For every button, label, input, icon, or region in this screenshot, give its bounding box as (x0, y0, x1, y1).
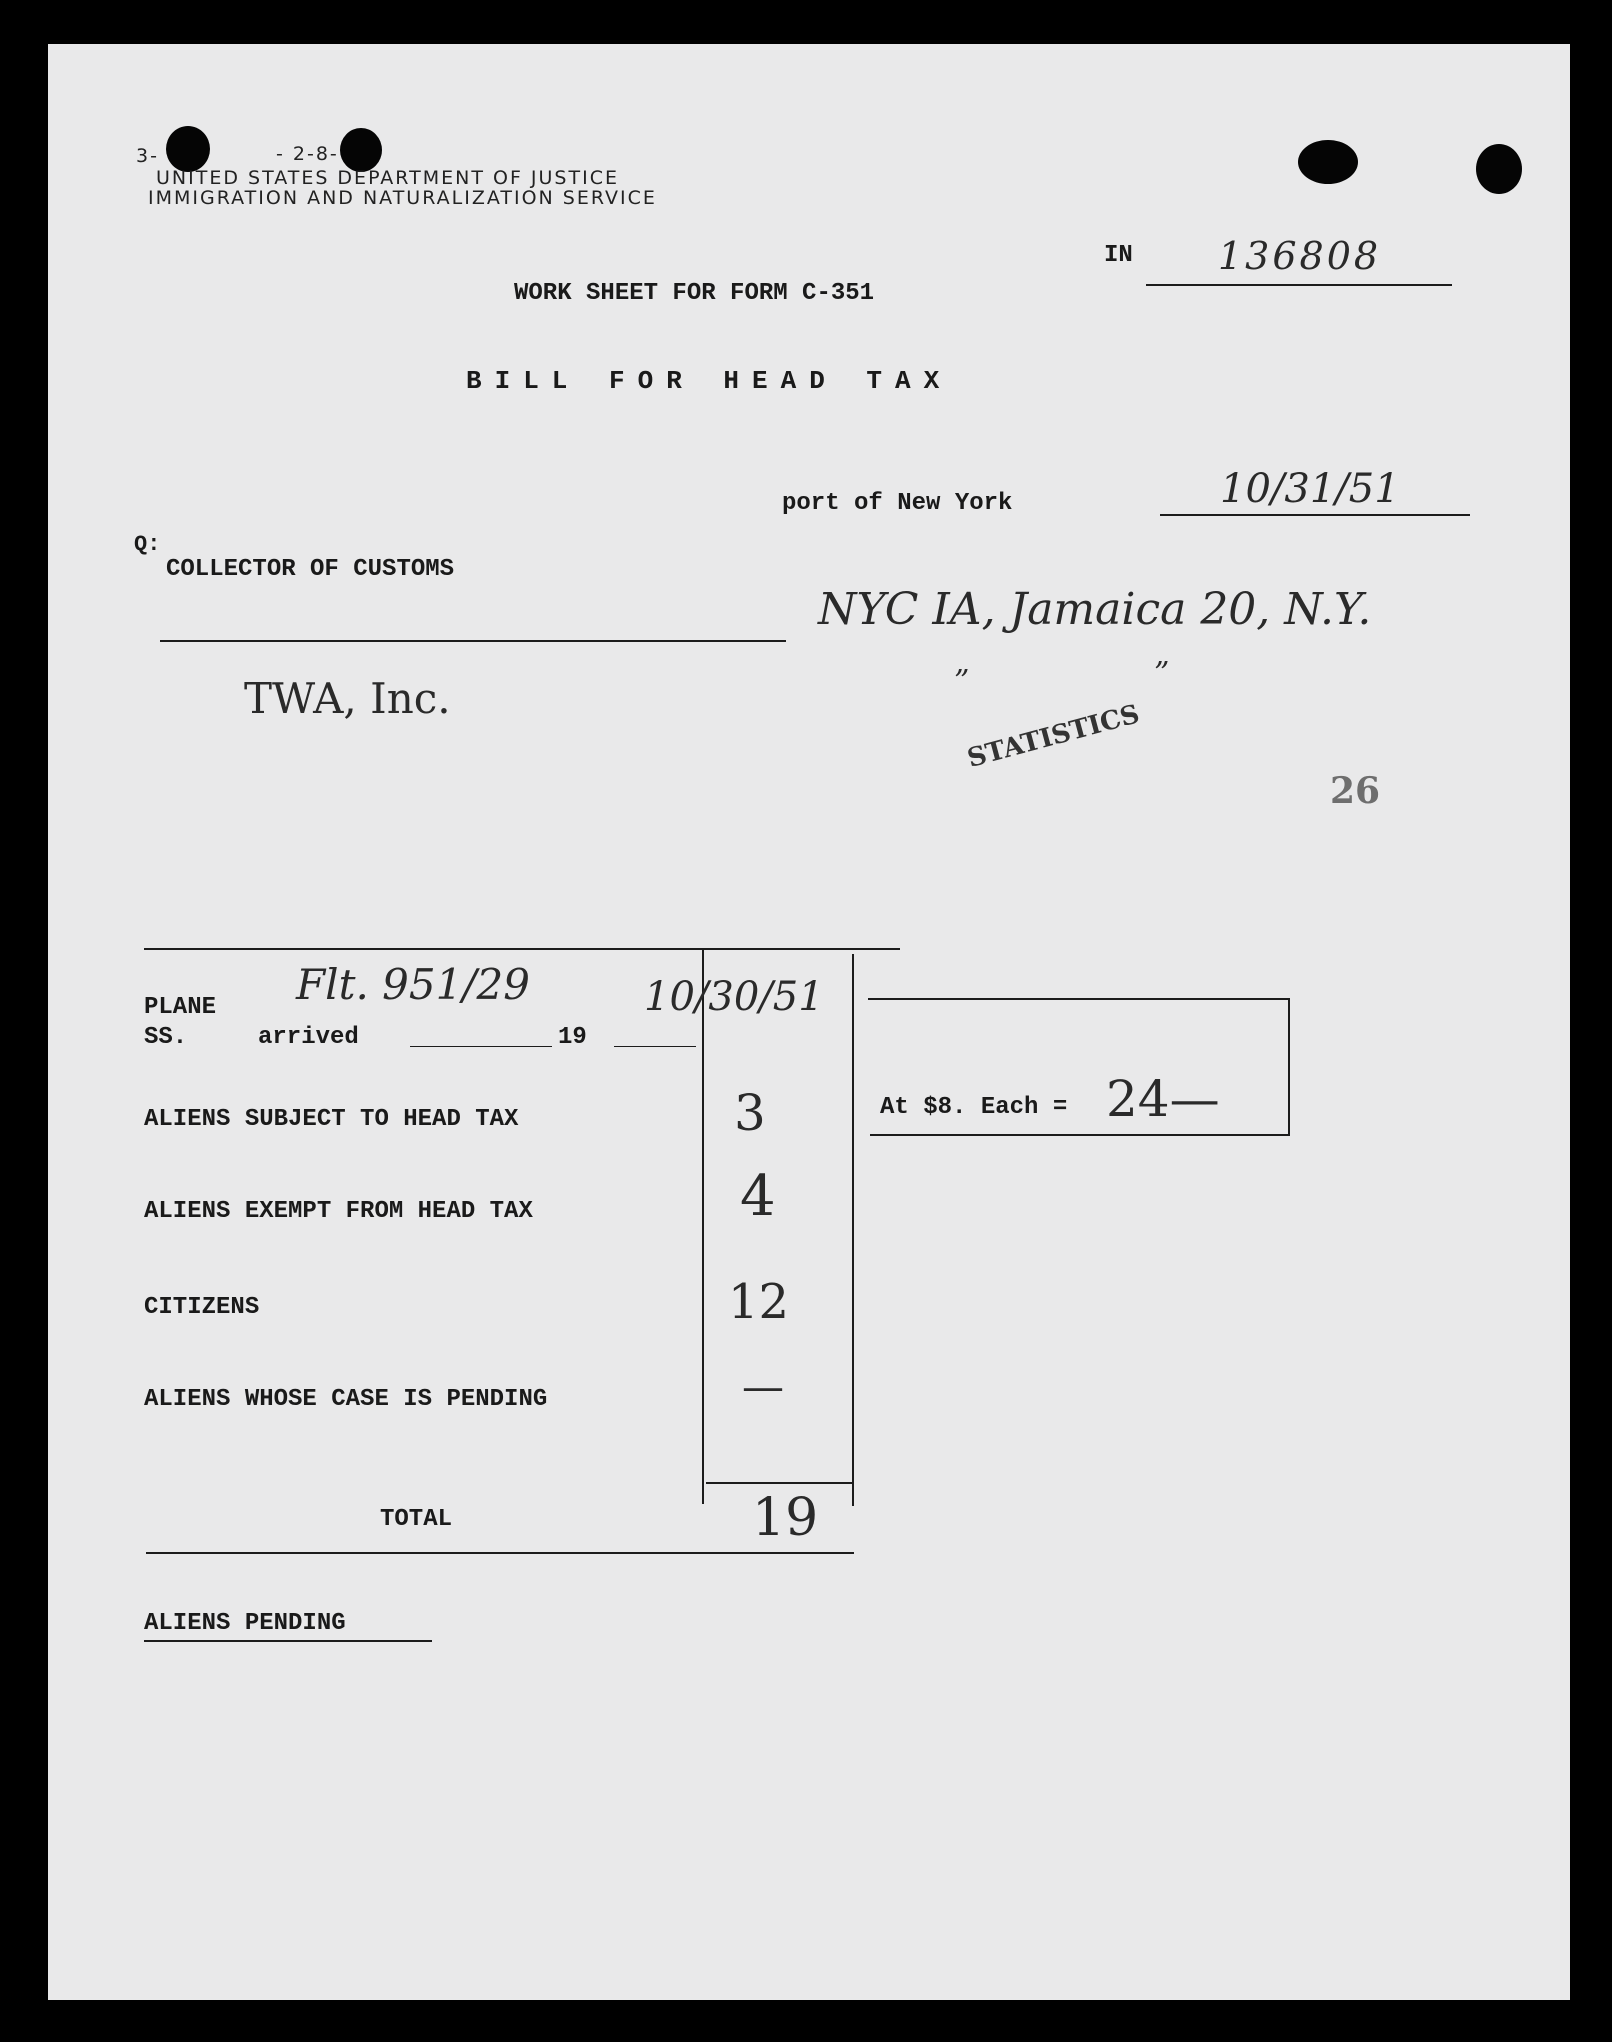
in-number: 136808 (1218, 234, 1382, 278)
tax-box-top (868, 998, 1288, 1000)
tax-box-right (1288, 998, 1290, 1136)
agency-line-2: IMMIGRATION AND NATURALIZATION SERVICE (148, 187, 657, 209)
collector-underline (160, 640, 786, 642)
total-rule (706, 1482, 852, 1484)
port-line: port of New York (782, 490, 1013, 517)
bill-title: BILL FOR HEAD TAX (466, 366, 953, 396)
punch-hole-right-1 (1298, 140, 1358, 184)
flight-handwritten: Flt. 951/29 (296, 960, 530, 1009)
tax-box-bottom (870, 1134, 1290, 1136)
collector-label: COLLECTOR OF CUSTOMS (166, 556, 455, 583)
punch-hole-right-2 (1476, 144, 1522, 194)
punch-hole-left-1 (166, 126, 210, 172)
arrived-blank (410, 1046, 552, 1047)
date-underline (1160, 514, 1470, 516)
statistics-stamp: STATISTICS (964, 699, 1143, 774)
tax-rate-label: At $8. Each = (880, 1094, 1068, 1121)
year-prefix: 19 (558, 1024, 587, 1051)
form-code-right: - 2-8- (276, 143, 339, 165)
agency-line-1: UNITED STATES DEPARTMENT OF JUSTICE (156, 167, 619, 189)
in-label: IN (1104, 242, 1133, 269)
aliens-pending-underline (144, 1640, 432, 1642)
punch-hole-left-2 (340, 128, 382, 172)
to-label: Q: (134, 532, 161, 557)
tax-amount: 24— (1106, 1070, 1220, 1128)
table-bottom-rule (146, 1552, 854, 1554)
row-value-pending: — (742, 1362, 784, 1411)
aliens-pending-label: ALIENS PENDING (144, 1610, 346, 1637)
row-value-subject: 3 (734, 1084, 766, 1142)
arrival-date-handwritten: 10/30/51 (644, 974, 824, 1020)
carrier-handwritten: TWA, Inc. (244, 674, 451, 723)
total-value: 19 (752, 1488, 819, 1548)
table-top-rule (144, 948, 900, 950)
plane-label: PLANE (144, 994, 217, 1021)
year-blank (614, 1046, 696, 1047)
bill-date: 10/31/51 (1220, 466, 1400, 512)
table-right-edge (852, 954, 854, 1506)
document-page (48, 44, 1570, 2000)
row-label-citizens: CITIZENS (144, 1294, 260, 1321)
ditto-mark-1: ” (954, 664, 970, 699)
total-label: TOTAL (380, 1506, 453, 1533)
row-label-subject: ALIENS SUBJECT TO HEAD TAX (144, 1106, 519, 1133)
table-divider (702, 950, 704, 1504)
page-number: 26 (1330, 770, 1381, 812)
ditto-mark-2: ” (1154, 656, 1170, 691)
row-value-exempt: 4 (740, 1164, 776, 1229)
form-title: WORK SHEET FOR FORM C-351 (514, 280, 875, 307)
row-label-exempt: ALIENS EXEMPT FROM HEAD TAX (144, 1198, 533, 1225)
ss-label: SS. (144, 1024, 188, 1051)
form-code: 3- (136, 145, 159, 167)
location-handwritten: NYC IA, Jamaica 20, N.Y. (818, 584, 1372, 635)
in-number-underline (1146, 284, 1452, 286)
row-label-pending: ALIENS WHOSE CASE IS PENDING (144, 1386, 548, 1413)
row-value-citizens: 12 (728, 1274, 790, 1330)
arrived-label: arrived (258, 1024, 359, 1051)
